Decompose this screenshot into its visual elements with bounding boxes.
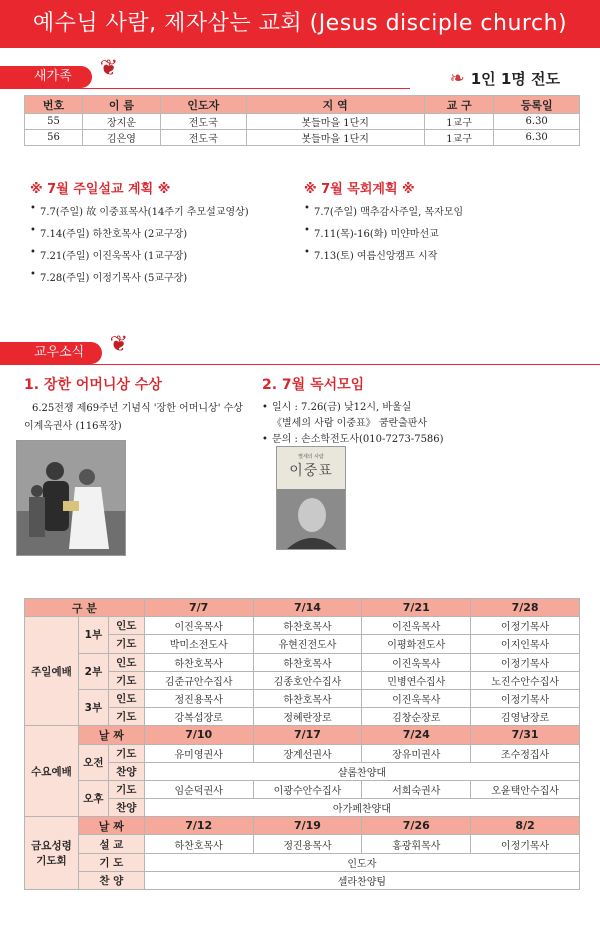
table-row <box>25 780 580 798</box>
table-cell: 이정기목사 <box>471 617 580 635</box>
table-cell: 홍광휘목사 <box>362 835 471 853</box>
pastoral-plan-title: ※ 7월 목회계획 ※ <box>304 182 415 197</box>
evangelism-slogan <box>450 68 560 89</box>
table-cell: 셀라찬양팀 <box>144 871 579 889</box>
table-cell: 6.30 <box>494 130 580 146</box>
role-label: 기도 <box>108 671 144 689</box>
table-cell: 이광수안수집사 <box>253 780 362 798</box>
table-cell: 이정기목사 <box>471 653 580 671</box>
role-label: 인도 <box>108 653 144 671</box>
table-row <box>25 130 580 146</box>
table-header-row <box>25 96 580 114</box>
table-cell: 봇들마을 1단지 <box>246 130 424 146</box>
section-tag-new-family <box>0 56 118 88</box>
table-row <box>25 744 580 762</box>
table-cell: 정혜란장로 <box>253 708 362 726</box>
pastoral-plan <box>304 178 564 269</box>
table-cell: 장유미권사 <box>362 744 471 762</box>
section-tag-label: 새가족 <box>34 69 72 84</box>
table-row <box>25 726 580 744</box>
book-cover <box>276 446 346 550</box>
section-divider <box>0 364 600 365</box>
book-portrait <box>277 489 346 549</box>
role-label: 기도 <box>108 635 144 653</box>
news-item-award <box>24 374 284 436</box>
book-subtitle: 별세의 사람 <box>298 454 324 460</box>
table-cell: 김종호안수집사 <box>253 671 362 689</box>
table-cell: 하찬호목사 <box>253 653 362 671</box>
list-item: • 7.11(목)-16(화) 미얀마선교 <box>304 225 564 240</box>
table-cell: 김은영 <box>82 130 160 146</box>
date-header: 7/12 <box>144 817 253 835</box>
table-cell: 56 <box>25 130 83 146</box>
table-cell: 노진수안수집사 <box>471 671 580 689</box>
column-header: 번호 <box>25 96 83 114</box>
service-label: 수요예배 <box>25 726 79 817</box>
leaf-icon: ❦ <box>99 56 118 81</box>
table-cell: 하찬호목사 <box>253 689 362 707</box>
table-row <box>25 689 580 707</box>
list-item: • 7.28(주일) 이정기목사 (5교구장) <box>30 269 290 284</box>
table-cell: 1교구 <box>424 114 493 130</box>
table-cell: 1교구 <box>424 130 493 146</box>
evangelism-text: 1인 1명 전도 <box>470 70 560 88</box>
part-label: 오전 <box>78 744 108 780</box>
table-row <box>25 653 580 671</box>
date-header: 7/24 <box>362 726 471 744</box>
list-item: • 7.7(주일) 故 이중표목사(14주기 추모설교영상) <box>30 203 290 218</box>
date-header: 7/10 <box>144 726 253 744</box>
table-cell: 샬롬찬양대 <box>144 762 579 780</box>
table-row <box>25 114 580 130</box>
date-header: 7/19 <box>253 817 362 835</box>
table-cell: 김영남장로 <box>471 708 580 726</box>
list-item: • 7.14(주일) 하찬호목사 (2교구장) <box>30 225 290 240</box>
table-cell: 이진욱목사 <box>362 653 471 671</box>
date-header: 7/14 <box>253 599 362 617</box>
award-photo <box>16 440 126 556</box>
table-cell: 이진욱목사 <box>144 617 253 635</box>
table-cell: 봇들마을 1단지 <box>246 114 424 130</box>
column-header: 교 구 <box>424 96 493 114</box>
table-cell: 조수정집사 <box>471 744 580 762</box>
table-row <box>25 871 580 889</box>
table-cell: 정진용목사 <box>253 835 362 853</box>
section-tag-label: 교우소식 <box>34 345 85 360</box>
table-cell: 하찬호목사 <box>144 653 253 671</box>
table-cell: 김창순장로 <box>362 708 471 726</box>
book-title: 이중표 <box>289 463 333 479</box>
list-item: • 7.13(토) 여름신앙캠프 시작 <box>304 247 564 262</box>
role-label: 인도 <box>108 689 144 707</box>
part-label: 오후 <box>78 780 108 816</box>
table-cell: 전도국 <box>160 130 246 146</box>
table-cell: 하찬호목사 <box>144 835 253 853</box>
table-cell: 6.30 <box>494 114 580 130</box>
role-label: 인도 <box>108 617 144 635</box>
table-cell: 장지운 <box>82 114 160 130</box>
date-label: 날 짜 <box>78 817 144 835</box>
table-row <box>25 708 580 726</box>
table-cell: 이평화전도사 <box>362 635 471 653</box>
news-item-reading <box>262 374 582 448</box>
column-header: 이 름 <box>82 96 160 114</box>
column-header: 인도자 <box>160 96 246 114</box>
list-item: 《별세의 사람 이중표》 쿰란출판사 <box>272 418 428 429</box>
sermon-plan-title: ※ 7월 주일설교 계획 ※ <box>30 182 171 197</box>
table-cell: 유현진전도사 <box>253 635 362 653</box>
table-row <box>25 817 580 835</box>
section-divider <box>0 88 410 89</box>
table-cell: 아가페찬양대 <box>144 799 579 817</box>
table-cell: 정진용목사 <box>144 689 253 707</box>
list-item: • 7.7(주일) 맥추감사주일, 목자모임 <box>304 203 564 218</box>
table-row <box>25 617 580 635</box>
role-label: 기도 <box>108 780 144 798</box>
table-row <box>25 853 580 871</box>
page-title: 예수님 사람, 제자삼는 교회 (Jesus disciple church) <box>32 11 568 36</box>
new-family-table <box>24 95 580 146</box>
table-cell: 전도국 <box>160 114 246 130</box>
table-cell: 박미소전도사 <box>144 635 253 653</box>
date-header: 7/17 <box>253 726 362 744</box>
column-header: 등록일 <box>494 96 580 114</box>
part-label: 2부 <box>78 653 108 689</box>
date-header: 7/31 <box>471 726 580 744</box>
news-text: 이계옥권사 (116목장) <box>24 421 122 432</box>
table-cell: 하찬호목사 <box>253 617 362 635</box>
sermon-plan <box>30 178 290 291</box>
feather-icon: ❧ <box>449 68 465 89</box>
table-row <box>25 671 580 689</box>
role-label: 기도 <box>108 708 144 726</box>
table-cell: 이정기목사 <box>471 689 580 707</box>
list-item: • 7.21(주일) 이진욱목사 (1교구장) <box>30 247 290 262</box>
table-row <box>25 835 580 853</box>
table-cell: 유미영권사 <box>144 744 253 762</box>
service-label: 주일예배 <box>25 617 79 726</box>
column-header: 구 분 <box>25 599 145 617</box>
date-header: 7/28 <box>471 599 580 617</box>
role-label: 찬양 <box>108 762 144 780</box>
table-cell: 민병연수집사 <box>362 671 471 689</box>
table-cell: 임순덕권사 <box>144 780 253 798</box>
table-cell: 강복섭장로 <box>144 708 253 726</box>
award-photo-illustration <box>17 441 126 556</box>
table-cell: 이정기목사 <box>471 835 580 853</box>
list-item: • 문의 : 손소학전도사(010-7273-7586) <box>262 432 582 448</box>
worship-schedule-table <box>24 598 580 890</box>
service-label: 금요성령 기도회 <box>25 817 79 890</box>
role-label: 찬 양 <box>78 871 144 889</box>
part-label: 3부 <box>78 689 108 725</box>
role-label: 기도 <box>108 744 144 762</box>
table-cell: 오윤택안수집사 <box>471 780 580 798</box>
column-header: 지 역 <box>246 96 424 114</box>
news-title: 2. 7월 독서모임 <box>262 377 365 393</box>
date-header: 7/21 <box>362 599 471 617</box>
role-label: 설 교 <box>78 835 144 853</box>
date-header: 7/26 <box>362 817 471 835</box>
table-cell: 인도자 <box>144 853 579 871</box>
role-label: 찬양 <box>108 799 144 817</box>
date-header: 7/7 <box>144 599 253 617</box>
table-cell: 김준규안수집사 <box>144 671 253 689</box>
table-cell: 이진욱목사 <box>362 689 471 707</box>
table-cell: 이지인목사 <box>471 635 580 653</box>
table-row <box>25 635 580 653</box>
table-cell: 55 <box>25 114 83 130</box>
role-label: 기 도 <box>78 853 144 871</box>
news-title: 1. 장한 어머니상 수상 <box>24 377 162 393</box>
part-label: 1부 <box>78 617 108 653</box>
leaf-icon: ❦ <box>109 332 128 357</box>
table-row <box>25 599 580 617</box>
page-header <box>0 0 600 48</box>
table-cell: 이진욱목사 <box>362 617 471 635</box>
list-item: • 일시 : 7.26(금) 낮12시, 바울실 <box>262 400 582 416</box>
table-row <box>25 799 580 817</box>
table-row <box>25 762 580 780</box>
date-header: 8/2 <box>471 817 580 835</box>
table-cell: 서희숙권사 <box>362 780 471 798</box>
table-cell: 장계선권사 <box>253 744 362 762</box>
date-label: 날 짜 <box>78 726 144 744</box>
news-text: 6.25전쟁 제69주년 기념식 '장한 어머니상' 수상 <box>32 403 243 414</box>
section-tag-member-news <box>0 332 128 364</box>
